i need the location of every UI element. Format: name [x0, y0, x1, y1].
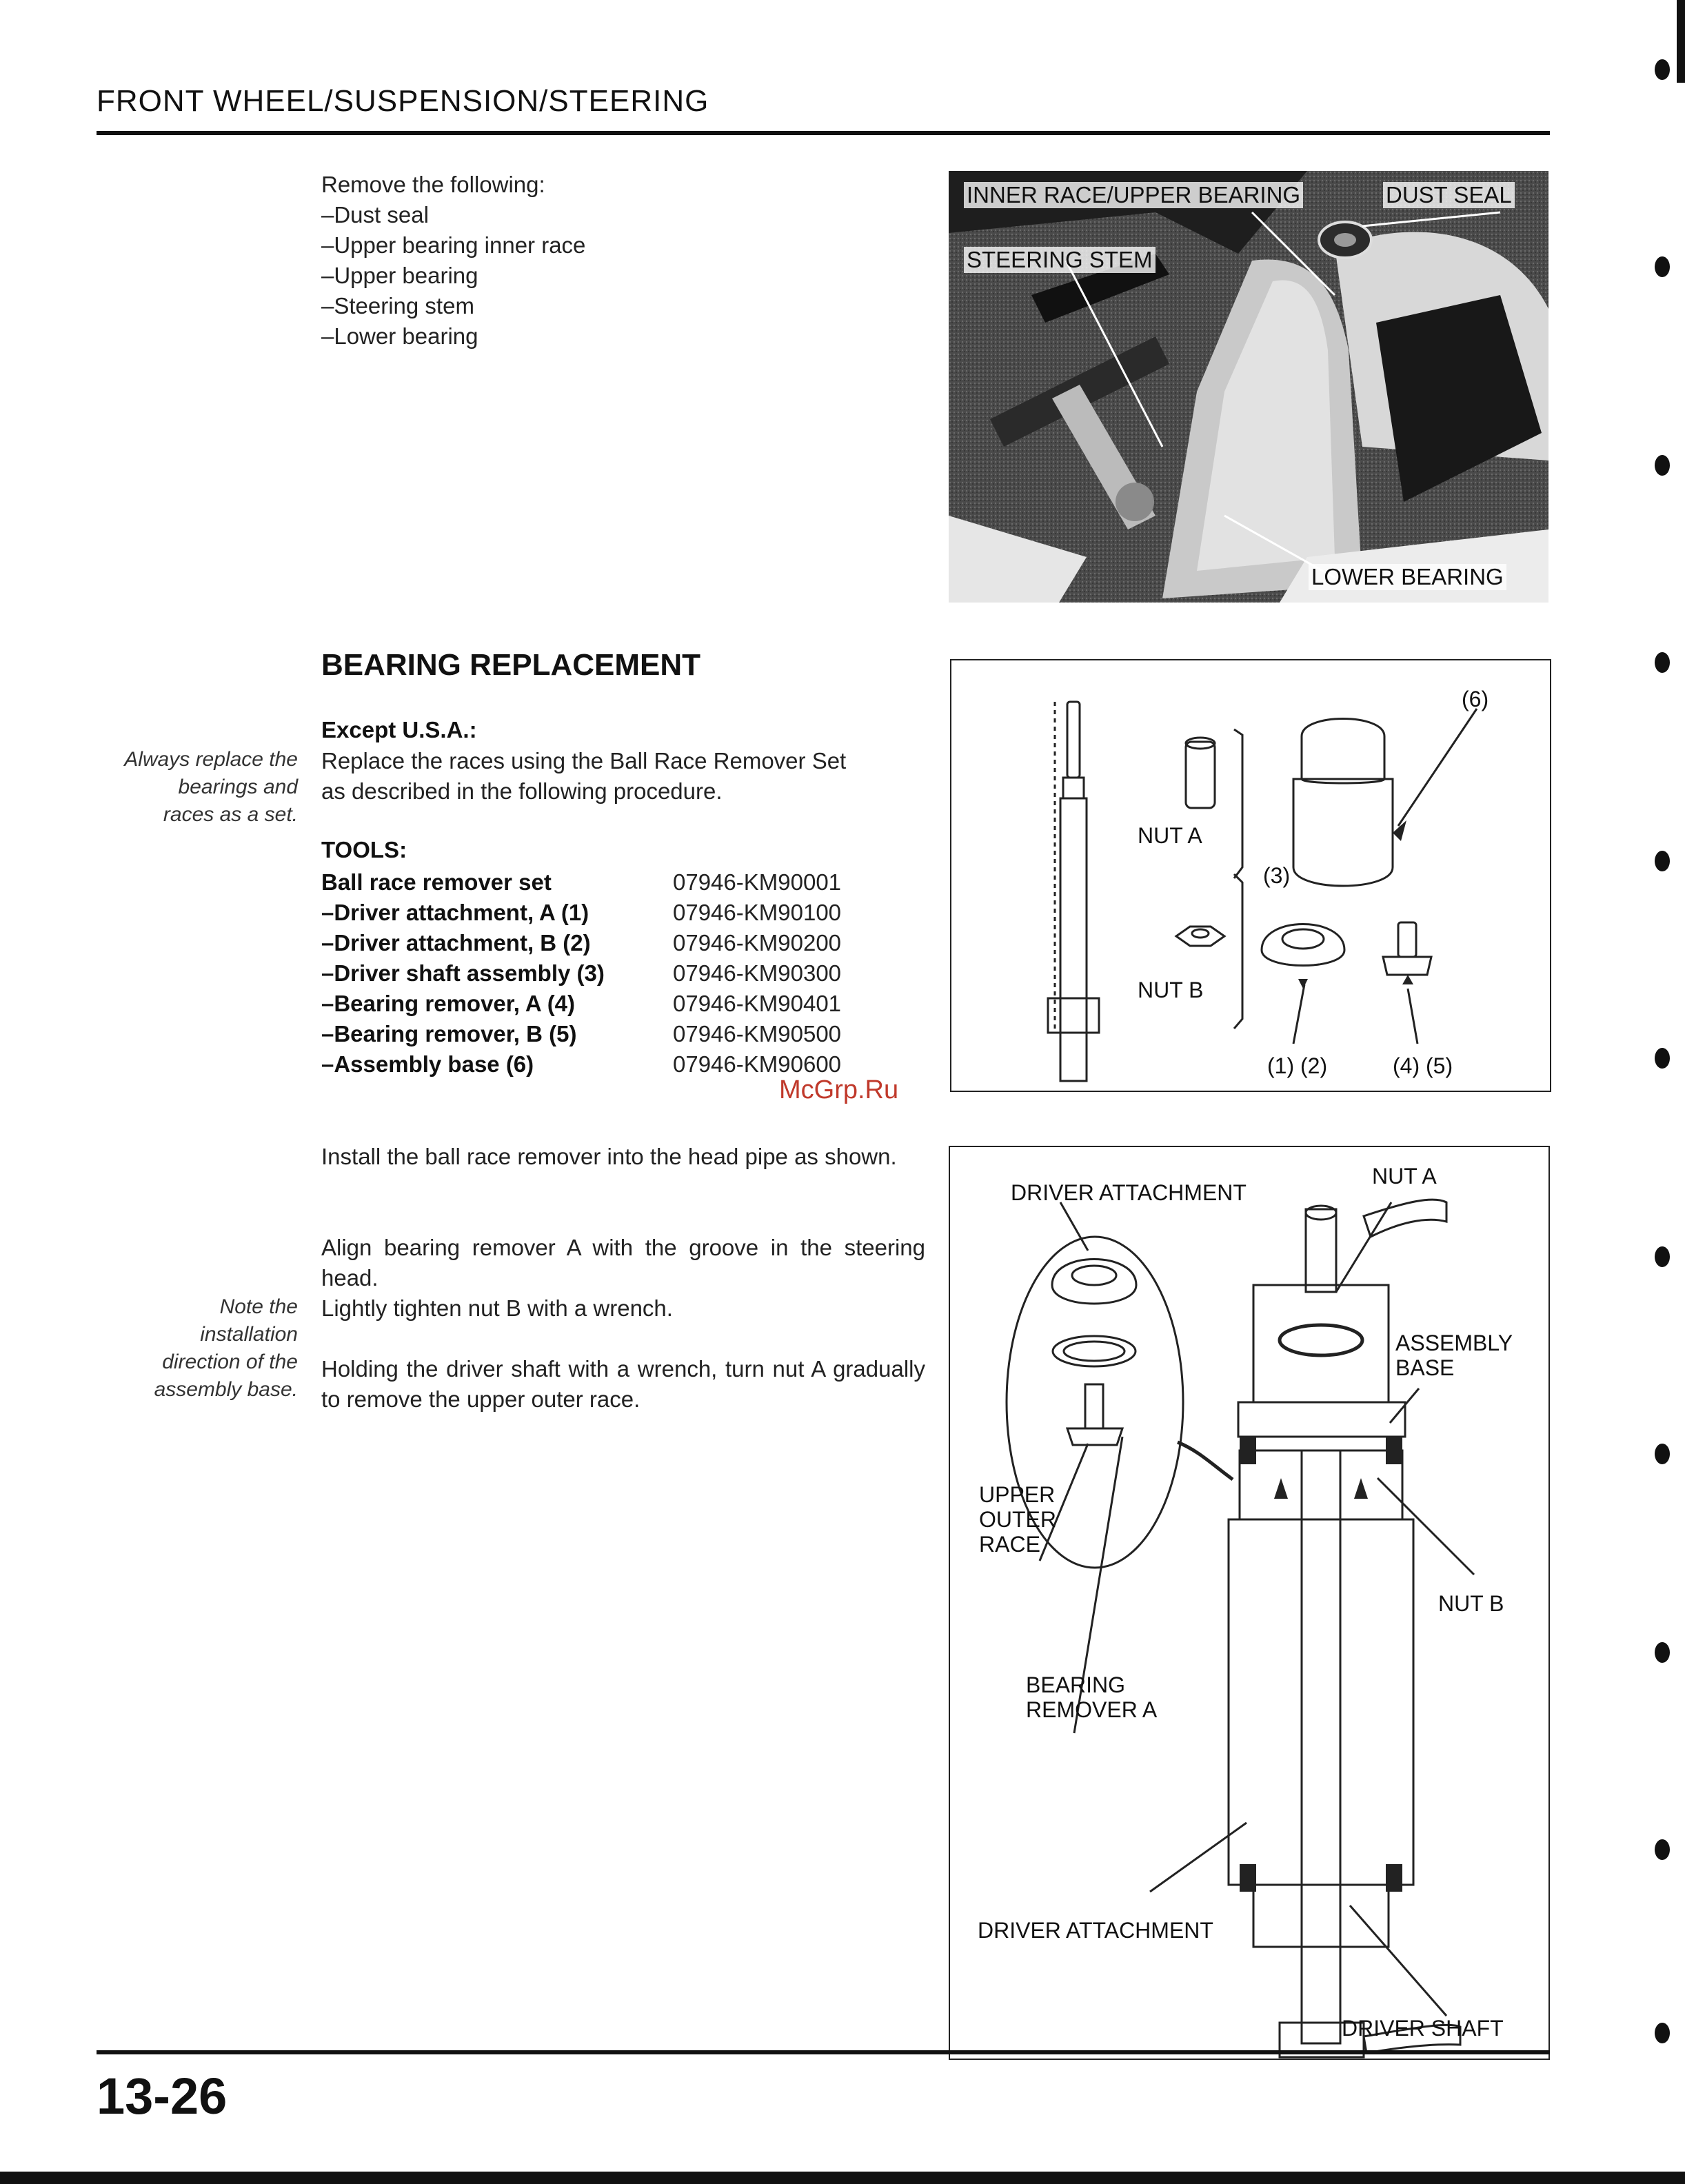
removal-item: –Upper bearing inner race [321, 232, 586, 258]
except-heading: Except U.S.A.: [321, 717, 477, 742]
binding-hole-mark [1655, 851, 1670, 871]
side-note-line: bearings and [178, 776, 298, 798]
removal-intro: Remove the following: [321, 172, 545, 197]
removal-item: –Dust seal [321, 202, 429, 228]
install-label-line: RACE [979, 1532, 1040, 1557]
page-bottom-band [0, 2172, 1685, 2184]
tools-label-6: (6) [1462, 687, 1489, 711]
photo-label-inner-race: INNER RACE/UPPER BEARING [964, 182, 1303, 208]
install-label-line: BEARING [1026, 1672, 1126, 1697]
tool-row [321, 1019, 841, 1049]
side-note-line: Always replace the [124, 748, 298, 771]
install-label-assembly-base [1395, 1331, 1513, 1380]
removal-item: –Steering stem [321, 293, 474, 318]
procedure-align: Align bearing remover A with the groove in the steering head. [321, 1235, 925, 1291]
binding-hole-mark [1655, 256, 1670, 277]
install-label-driver-attachment-top: DRIVER ATTACHMENT [1011, 1180, 1247, 1205]
tools-label-nut-a: NUT A [1138, 823, 1202, 848]
binding-hole-mark [1655, 59, 1670, 80]
binding-hole-mark [1655, 1642, 1670, 1663]
tool-row [321, 989, 841, 1019]
tool-part-number: 07946-KM90300 [673, 960, 842, 986]
side-note-line: installation [200, 1323, 298, 1346]
tools-label-1-2: (1) (2) [1267, 1053, 1328, 1078]
page-number: 13-26 [97, 2067, 228, 2125]
install-label-driver-attachment-bottom: DRIVER ATTACHMENT [978, 1918, 1213, 1943]
tool-name: –Driver attachment, A (1) [321, 900, 589, 925]
except-text-line: as described in the following procedure. [321, 778, 723, 804]
install-label-line: BASE [1395, 1355, 1455, 1380]
procedure-tighten: Lightly tighten nut B with a wrench. [321, 1295, 673, 1321]
watermark-link[interactable]: McGrp.Ru [779, 1075, 899, 1104]
install-label-driver-shaft: DRIVER SHAFT [1342, 2016, 1504, 2041]
page-header-title: FRONT WHEEL/SUSPENSION/STEERING [97, 84, 709, 118]
tool-name: –Bearing remover, B (5) [321, 1021, 577, 1046]
tool-name: –Driver attachment, B (2) [321, 930, 591, 956]
install-label-line: REMOVER A [1026, 1697, 1158, 1722]
side-note-replace-bearings [98, 746, 298, 829]
side-note-line: Note the [219, 1295, 298, 1318]
install-label-bearing-remover-a [1026, 1672, 1157, 1722]
tool-part-number: 07946-KM90200 [673, 930, 842, 956]
side-note-line: assembly base. [154, 1378, 298, 1401]
tool-row [321, 958, 841, 989]
side-note-line: direction of the [162, 1351, 298, 1373]
footer-rule [97, 2050, 1550, 2054]
except-text [321, 746, 846, 807]
tool-name: Ball race remover set [321, 869, 552, 895]
steering-head-photo [949, 171, 1548, 603]
install-diagram [949, 1146, 1550, 2060]
tool-part-number: 07946-KM90500 [673, 1021, 842, 1046]
install-label-line: UPPER [979, 1482, 1056, 1507]
install-label-line: ASSEMBLY [1395, 1331, 1513, 1355]
tool-part-number: 07946-KM90100 [673, 900, 842, 925]
install-label-line: OUTER [979, 1507, 1056, 1532]
steering-head-photo-illustration [949, 171, 1548, 603]
tool-name: –Assembly base (6) [321, 1051, 534, 1077]
binding-hole-mark [1655, 652, 1670, 673]
header-rule [97, 131, 1550, 135]
photo-label-lower-bearing: LOWER BEARING [1309, 564, 1506, 590]
tools-heading: TOOLS: [321, 837, 407, 862]
photo-label-dust-seal: DUST SEAL [1383, 182, 1515, 208]
binding-hole-mark [1655, 1444, 1670, 1464]
tool-row [321, 898, 841, 928]
binding-hole-mark [1655, 1048, 1670, 1069]
removal-item: –Lower bearing [321, 323, 478, 349]
tool-part-number: 07946-KM90001 [673, 869, 842, 895]
install-label-nut-a: NUT A [1372, 1164, 1437, 1189]
tools-diagram [950, 659, 1551, 1092]
tools-label-nut-b: NUT B [1138, 978, 1204, 1002]
tools-label-3: (3) [1263, 863, 1291, 888]
page-edge-mark [1677, 0, 1685, 83]
tool-name: –Bearing remover, A (4) [321, 991, 576, 1016]
tool-row [321, 867, 841, 898]
install-label-upper-outer-race [979, 1482, 1056, 1557]
except-text-line: Replace the races using the Ball Race Remover Set [321, 748, 847, 774]
removal-item: –Upper bearing [321, 263, 478, 288]
binding-hole-mark [1655, 1839, 1670, 1860]
photo-label-steering-stem: STEERING STEM [964, 247, 1156, 273]
procedure-install: Install the ball race remover into the head pipe as shown. [321, 1144, 897, 1169]
tools-diagram-illustration [951, 660, 1550, 1091]
binding-hole-mark [1655, 455, 1670, 476]
procedure-turn-nut: Holding the driver shaft with a wrench, turn nut A gradually to remove the upper outer race. [321, 1356, 925, 1412]
tools-label-4-5: (4) (5) [1393, 1053, 1453, 1078]
binding-hole-mark [1655, 2023, 1670, 2043]
removal-list [321, 170, 585, 352]
tool-part-number: 07946-KM90600 [673, 1051, 842, 1077]
tool-row [321, 928, 841, 958]
side-note-assembly-base [98, 1293, 298, 1404]
tools-table [321, 867, 841, 1080]
section-title: BEARING REPLACEMENT [321, 648, 701, 682]
tool-part-number: 07946-KM90401 [673, 991, 842, 1016]
tool-name: –Driver shaft assembly (3) [321, 960, 605, 986]
install-label-nut-b: NUT B [1438, 1591, 1504, 1616]
tool-row [321, 1049, 841, 1080]
side-note-line: races as a set. [163, 803, 298, 826]
binding-hole-mark [1655, 1246, 1670, 1267]
